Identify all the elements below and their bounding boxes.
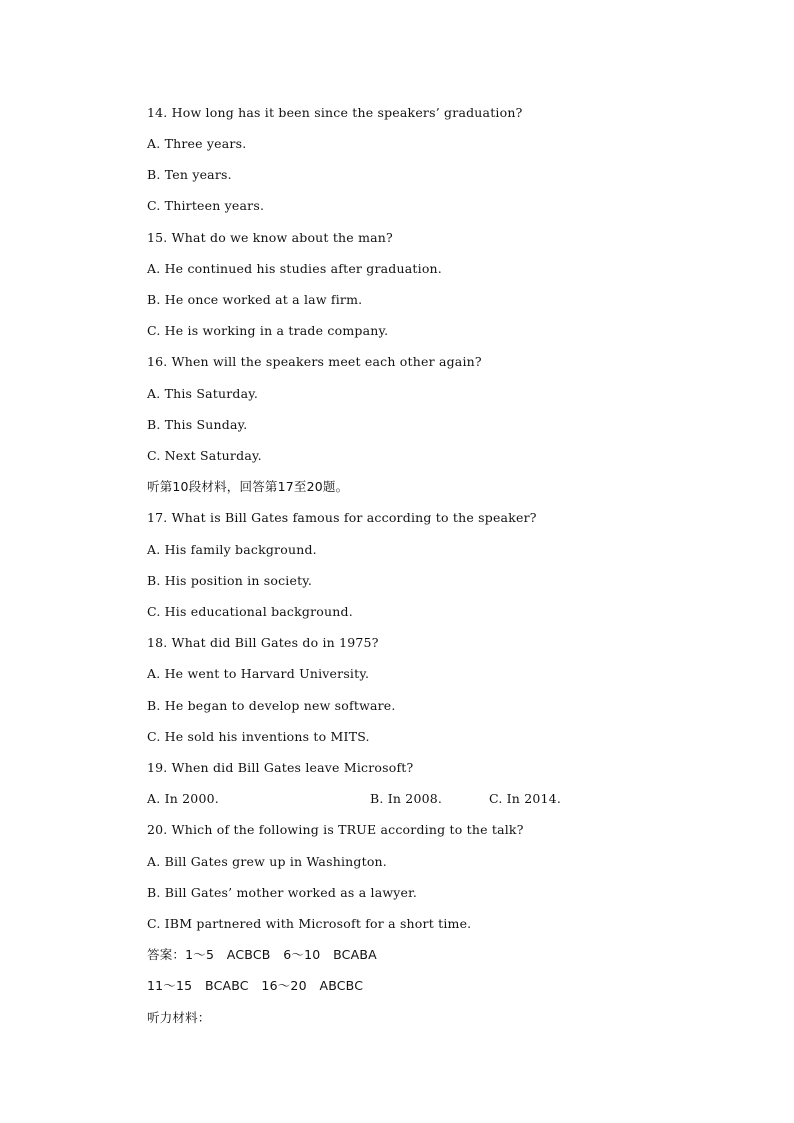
question-18-option-a: A. He went to Harvard University. [147,666,370,681]
question-15-option-c: C. He is working in a trade company. [147,323,389,338]
question-16-option-c: C. Next Saturday. [147,448,262,463]
question-15-option-a: A. He continued his studies after graduation. [147,261,442,276]
question-16-stem: 16. When will the speakers meet each other again? [147,354,482,369]
question-14-option-c: C. Thirteen years. [147,198,265,213]
question-19-stem: 19. When did Bill Gates leave Microsoft? [147,760,414,775]
question-18-stem: 18. What did Bill Gates do in 1975? [147,635,379,650]
question-17-option-a: A. His family background. [147,542,317,557]
question-20-option-b: B. Bill Gates’ mother worked as a lawyer. [147,885,418,900]
question-14-option-b: B. Ten years. [147,167,232,182]
question-19-option-c: C. In 2014. [489,791,562,806]
question-20-stem: 20. Which of the following is TRUE according to the talk? [147,822,524,837]
question-17-stem: 17. What is Bill Gates famous for according to the speaker? [147,510,537,525]
question-19-option-b: B. In 2008. [370,791,443,806]
question-15-option-b: B. He once worked at a law firm. [147,292,363,307]
transcript-heading: 听力材料： [147,1010,211,1025]
question-16-option-b: B. This Sunday. [147,417,248,432]
question-14-option-a: A. Three years. [147,136,247,151]
answer-key-line-2: 11～15 BCABC 16～20 ABCBC [147,978,364,993]
question-20-option-c: C. IBM partnered with Microsoft for a short time. [147,916,472,931]
question-17-option-c: C. His educational background. [147,604,353,619]
question-18-option-c: C. He sold his inventions to MITS. [147,729,370,744]
question-14-stem: 14. How long has it been since the speakers’ graduation? [147,105,523,120]
question-17-option-b: B. His position in society. [147,573,313,588]
question-19-option-a: A. In 2000. [147,791,219,806]
question-15-stem: 15. What do we know about the man? [147,230,393,245]
section-10-heading: 听第10段材料，回答第17至20题。 [147,479,349,494]
question-16-option-a: A. This Saturday. [147,386,259,401]
answer-key-line-1: 答案：1～5 ACBCB 6～10 BCABA [147,947,377,962]
question-20-option-a: A. Bill Gates grew up in Washington. [147,854,387,869]
question-18-option-b: B. He began to develop new software. [147,698,396,713]
question-19-options-row [147,791,607,807]
